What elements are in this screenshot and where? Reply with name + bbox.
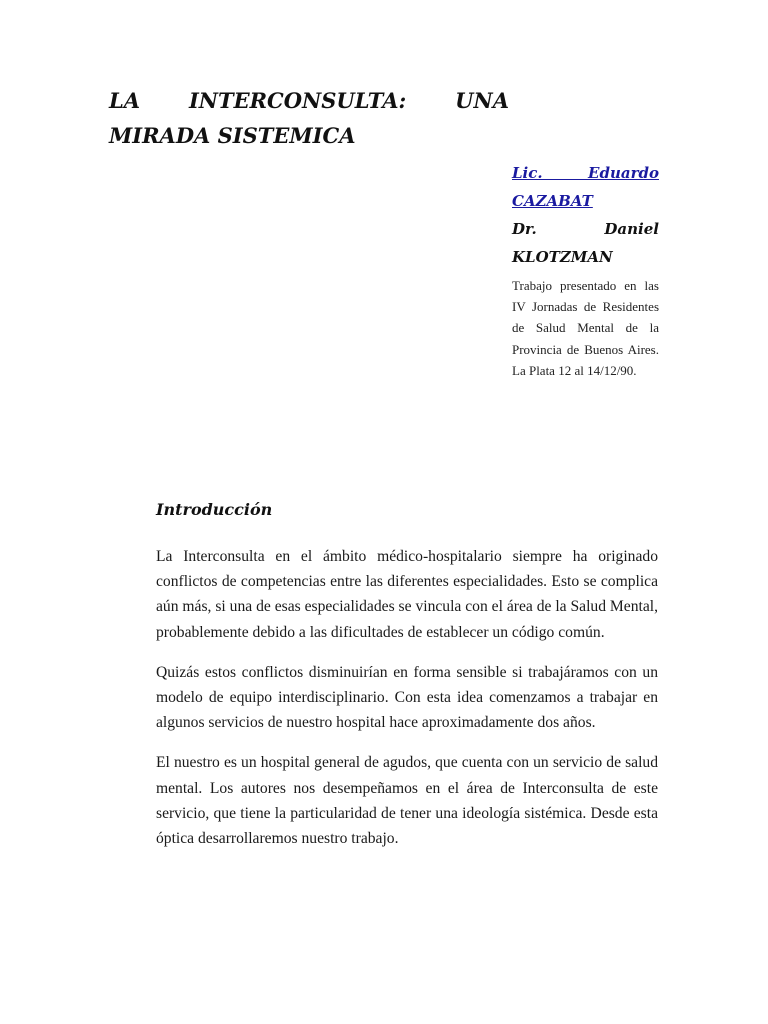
introduction-section <box>156 496 658 866</box>
author-1-link[interactable]: Lic. Eduardo CAZABAT <box>512 164 659 210</box>
document-title: LA INTERCONSULTA: UNA MIRADA SISTEMICA <box>109 88 509 148</box>
paragraph-1: La Interconsulta en el ámbito médico-hospitalario siempre ha originado conflictos de competencias entre las diferentes especialidades. Esto se complica aún más, si una de esas especialidades se vincula con el área de la Salud Mental, probablemente debido a las dificultades de establecer un código común. <box>156 548 658 641</box>
author-2-name: Dr. Daniel KLOTZMAN <box>512 220 659 266</box>
author-1 <box>512 159 659 215</box>
presentation-note: Trabajo presentado en las IV Jornadas de Residentes de Salud Mental de la Provincia de Buenos Aires. La Plata 12 al 14/12/90. <box>512 278 659 378</box>
paragraph-2: Quizás estos conflictos disminuirían en forma sensible si trabajáramos con un modelo de equipo interdisciplinario. Con esta idea comenzamos a trabajar en algunos servicios de nuestro hospital hace aproximadamente dos años. <box>156 663 658 732</box>
section-heading: Introducción <box>156 500 273 519</box>
paragraph-3: El nuestro es un hospital general de agudos, que cuenta con un servicio de salud mental. Los autores nos desempeñamos en el área de Interconsulta de este servicio, que tiene la particularidad de tener una ideología sistémica. Desde esta óptica desarrollaremos nuestro trabajo. <box>156 754 658 848</box>
author-2 <box>512 215 659 271</box>
authors-block <box>512 159 659 381</box>
